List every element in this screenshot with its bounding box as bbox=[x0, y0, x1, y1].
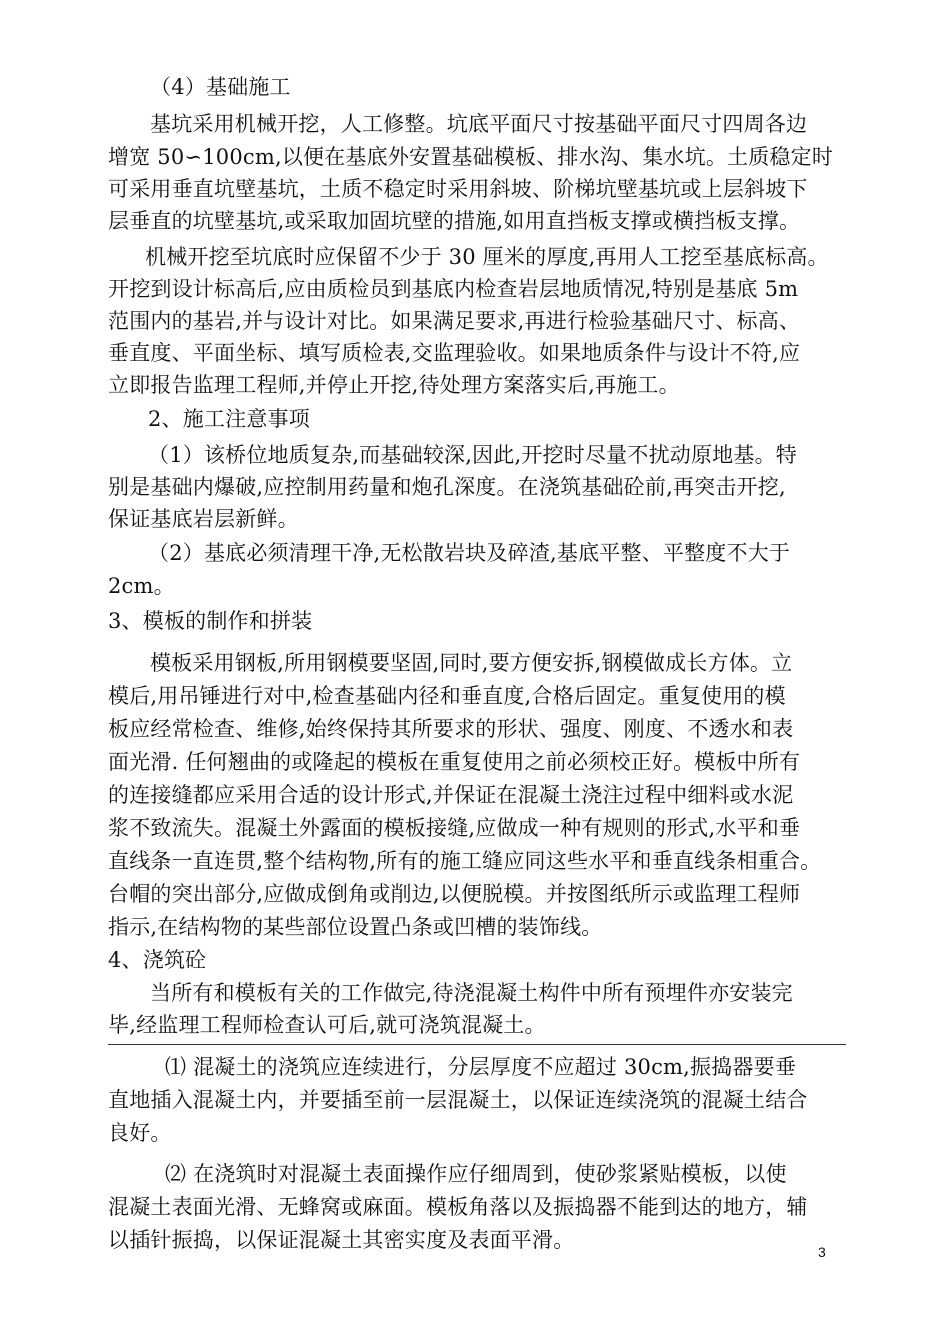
section-heading: 4、浇筑砼 bbox=[108, 948, 207, 972]
paragraph-line: （1）该桥位地质复杂,而基础较深,因此,开挖时尽量不扰动原地基。特 bbox=[148, 443, 797, 467]
paragraph-line: （2）基底必须清理干净,无松散岩块及碎渣,基底平整、平整度不大于 bbox=[148, 541, 791, 565]
paragraph-line: 层垂直的坑壁基坑,或采取加固坑壁的措施,如用直挡板支撑或横挡板支撑。 bbox=[108, 209, 801, 233]
paragraph-line: 机械开挖至坑底时应保留不少于 30 厘米的厚度,再用人工挖至基底标高。 bbox=[145, 245, 829, 269]
page-number: 3 bbox=[818, 1244, 826, 1260]
paragraph-line: 毕,经监理工程师检查认可后,就可浇筑混凝土。 bbox=[108, 1013, 546, 1037]
section-heading: （4）基础施工 bbox=[150, 75, 291, 99]
paragraph-line: ⑵ 在浇筑时对混凝土表面操作应仔细周到，使砂浆紧贴模板，以使 bbox=[165, 1162, 787, 1186]
paragraph-line: 基坑采用机械开挖，人工修整。坑底平面尺寸按基础平面尺寸四周各边 bbox=[150, 112, 808, 136]
paragraph-line: 以插针振捣，以保证混凝土其密实度及表面平滑。 bbox=[108, 1228, 575, 1252]
paragraph-line: 2cm。 bbox=[108, 574, 175, 598]
paragraph-line: 指示,在结构物的某些部位设置凸条或凹槽的装饰线。 bbox=[108, 915, 603, 939]
paragraph-line: 垂直度、平面坐标、填写质检表,交监理验收。如果地质条件与设计不符,应 bbox=[108, 341, 801, 365]
paragraph-line: 范围内的基岩,并与设计对比。如果满足要求,再进行检验基础尺寸、标高、 bbox=[108, 309, 801, 333]
paragraph-line: 直地插入混凝土内，并要插至前一层混凝土，以保证连续浇筑的混凝土结合 bbox=[108, 1088, 808, 1112]
paragraph-line: 增宽 50∽100cm,以便在基底外安置基础模板、排水沟、集水坑。土质稳定时 bbox=[108, 145, 834, 169]
paragraph-line: ⑴ 混凝土的浇筑应连续进行，分层厚度不应超过 30cm,振捣器要垂 bbox=[165, 1055, 797, 1079]
paragraph-line: 模后,用吊锤进行对中,检查基础内径和垂直度,合格后固定。重复使用的模 bbox=[108, 684, 786, 708]
paragraph-line: 模板采用钢板,所用钢模要坚固,同时,要方便安拆,钢模做成长方体。立 bbox=[150, 651, 793, 675]
paragraph-line: 立即报告监理工程师,并停止开挖,待处理方案落实后,再施工。 bbox=[108, 373, 680, 397]
paragraph-line: 面光滑. 任何翘曲的或隆起的模板在重复使用之前必须校正好。模板中所有 bbox=[108, 750, 801, 774]
section-heading: 2、施工注意事项 bbox=[148, 407, 310, 431]
paragraph-line: 浆不致流失。混凝土外露面的模板接缝,应做成一种有规则的形式,水平和垂 bbox=[108, 816, 801, 840]
paragraph-line: 直线条一直连贯,整个结构物,所有的施工缝应同这些水平和垂直线条相重合。 bbox=[108, 849, 822, 873]
paragraph-line: 可采用垂直坑壁基坑，土质不稳定时采用斜坡、阶梯坑壁基坑或上层斜坡下 bbox=[108, 177, 808, 201]
paragraph-line: 良好。 bbox=[108, 1121, 172, 1145]
paragraph-line: 板应经常检查、维修,始终保持其所要求的形状、强度、刚度、不透水和表 bbox=[108, 717, 794, 741]
paragraph-line: 别是基础内爆破,应控制用药量和炮孔深度。在浇筑基础砼前,再突击开挖, bbox=[108, 475, 786, 499]
paragraph-line: 的连接缝都应采用合适的设计形式,并保证在混凝土浇注过程中细料或水泥 bbox=[108, 783, 794, 807]
paragraph-line: 保证基底岩层新鲜。 bbox=[108, 507, 299, 531]
paragraph-line: 混凝土表面光滑、无蜂窝或麻面。模板角落以及振捣器不能到达的地方，辅 bbox=[108, 1195, 808, 1219]
horizontal-rule bbox=[108, 1044, 846, 1045]
paragraph-line: 开挖到设计标高后,应由质检员到基底内检查岩层地质情况,特别是基底 5m bbox=[108, 277, 799, 301]
paragraph-line: 台帽的突出部分,应做成倒角或削边,以便脱模。并按图纸所示或监理工程师 bbox=[108, 882, 801, 906]
paragraph-line: 当所有和模板有关的工作做完,待浇混凝土构件中所有预埋件亦安装完 bbox=[150, 981, 793, 1005]
section-heading: 3、模板的制作和拼装 bbox=[108, 609, 313, 633]
